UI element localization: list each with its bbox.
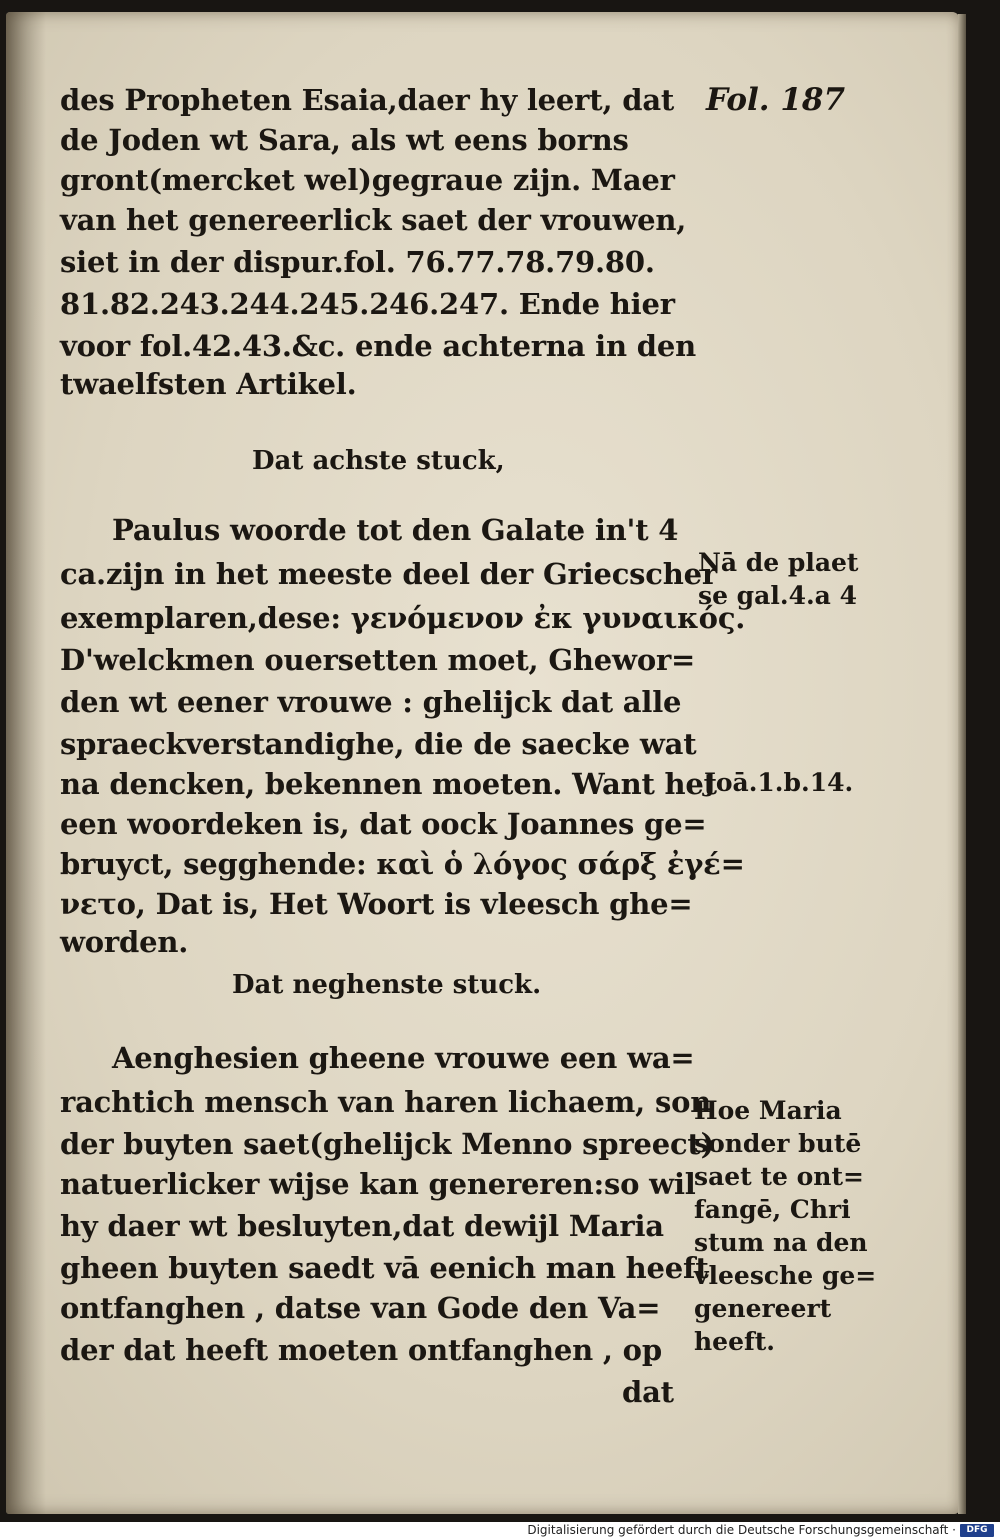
text-line: na dencken, bekennen moeten. Want het: [60, 767, 717, 801]
margin-note-line: Joā.1.b.14.: [704, 768, 854, 797]
text-line: hy daer wt besluyten,dat dewijl Maria: [60, 1209, 664, 1243]
margin-note-line: se gal.4.a 4: [698, 581, 857, 610]
text-line: ca.zijn in het meeste deel der Griecscher: [60, 557, 717, 591]
text-line: siet in der dispur.fol. 76.77.78.79.80.: [60, 245, 655, 279]
text-line: bruyct, segghende: καὶ ὁ λόγος σάρξ ἐγέ=: [60, 847, 745, 881]
text-line: een woordeken is, dat oock Joannes ge=: [60, 807, 707, 841]
text-line: natuerlicker wijse kan genereren:so wil: [60, 1167, 696, 1201]
section-heading: Dat neghenste stuck.: [232, 970, 542, 1000]
text-line: van het genereerlick saet der vrouwen,: [60, 203, 687, 237]
margin-note-maria: [694, 1094, 876, 1358]
folio-number: Fol. 187: [706, 82, 846, 118]
text-line: des Propheten Esaia,daer hy leert, dat: [60, 83, 675, 117]
footer-bar: [0, 1522, 1000, 1540]
text-line: gront(mercket wel)gegraue zijn. Maer: [60, 163, 675, 197]
margin-note-line: heeft.: [694, 1327, 775, 1356]
margin-note-line: sonder butē: [694, 1129, 862, 1158]
section-heading: Dat achste stuck,: [252, 446, 505, 476]
margin-note-john: [704, 766, 853, 799]
text-line: de Joden wt Sara, als wt eens borns: [60, 123, 629, 157]
paragraph-2: [60, 512, 746, 962]
footer-credit: Digitalisierung gefördert durch die Deutsche Forschungsgemeinschaft ·: [527, 1523, 956, 1537]
margin-note-galatians: [698, 546, 858, 612]
text-line: twaelfsten Artikel.: [60, 367, 357, 401]
paragraph-3: [60, 1040, 715, 1409]
margin-note-line: saet te ont=: [694, 1162, 864, 1191]
gutter-shadow: [6, 12, 46, 1514]
text-line: der buyten saet(ghelijck Menno spreect): [60, 1127, 715, 1161]
margin-note-line: vleesche ge=: [694, 1261, 877, 1290]
text-line: exemplaren,dese: γενόμενον ἐκ γυναικός.: [60, 601, 746, 635]
text-line: rachtich mensch van haren lichaem, son: [60, 1085, 712, 1119]
paragraph-1: [60, 82, 696, 402]
text-line: D'welckmen ouersetten moet, Ghewor=: [60, 643, 696, 677]
margin-note-line: stum na den: [694, 1228, 868, 1257]
page-edge: [958, 14, 966, 1514]
text-line: gheen buyten saedt vā eenich man heeft: [60, 1251, 709, 1285]
text-line: den wt eener vrouwe : ghelijck dat alle: [60, 685, 682, 719]
margin-note-line: Hoe Maria: [694, 1096, 842, 1125]
margin-note-line: fangē, Chri: [694, 1195, 851, 1224]
margin-note-line: Nā de plaet: [698, 548, 859, 577]
text-line: voor fol.42.43.&c. ende achterna in den: [60, 329, 696, 363]
text-line: νετο, Dat is, Het Woort is vleesch ghe=: [60, 887, 693, 921]
text-line: ontfanghen , datse van Gode den Va=: [60, 1291, 661, 1325]
text-line: der dat heeft moeten ontfanghen , op: [60, 1333, 662, 1367]
text-line: Paulus woorde tot den Galate in't 4: [112, 513, 679, 547]
text-line: 81.82.243.244.245.246.247. Ende hier: [60, 287, 675, 321]
catchword: dat: [622, 1375, 674, 1409]
text-line: worden.: [60, 925, 189, 959]
dfg-logo: DFG: [960, 1524, 994, 1537]
margin-note-line: genereert: [694, 1294, 832, 1323]
text-line: Aenghesien gheene vrouwe een wa=: [112, 1041, 695, 1075]
text-line: spraeckverstandighe, die de saecke wat: [60, 727, 697, 761]
